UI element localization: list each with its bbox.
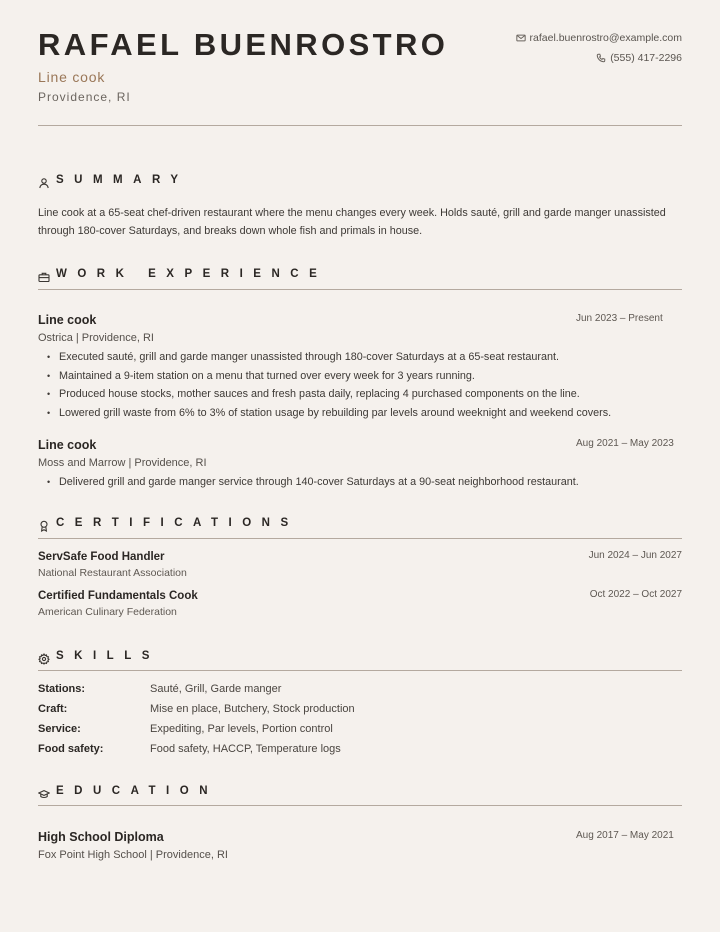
experience-divider: [38, 289, 682, 290]
degree-title: High School Diploma: [38, 830, 164, 844]
certifications-heading: [38, 514, 299, 532]
experience-title: WORK EXPERIENCE: [56, 268, 328, 280]
summary-text: Line cook at a 65-seat chef-driven restaurant where the menu changes every week. Holds sauté, grill and garde manger unassisted through 180-cover Saturdays, and breaks down whole fish and primals in house.: [38, 207, 666, 237]
skills-divider: [38, 670, 682, 671]
skill-value: Sauté, Grill, Garde manger: [150, 683, 282, 695]
contact-phone[interactable]: [596, 52, 682, 64]
summary-heading: [38, 171, 189, 189]
job-title: Line cook: [38, 438, 97, 452]
job-title: Line cook: [38, 313, 97, 327]
skill-label: Craft:: [38, 703, 68, 715]
job-bullet: • Produced house stocks, mother sauces and fresh pasta daily, replacing 4 purchased components on the line.: [47, 385, 611, 404]
job-bullet: • Executed sauté, grill and garde manger unassisted through 180-cover Saturdays at a 65-seat restaurant.: [47, 348, 611, 367]
job-employer: Moss and Marrow | Providence, RI: [38, 457, 207, 469]
education-title: EDUCATION: [56, 785, 219, 797]
summary-title: SUMMARY: [56, 174, 189, 186]
education-dates: Aug 2017 – May 2021: [576, 830, 674, 841]
skill-value: Food safety, HACCP, Temperature logs: [150, 743, 341, 755]
skills-title: SKILLS: [56, 650, 160, 662]
header-divider: [38, 125, 682, 126]
job-dates: Jun 2023 – Present: [576, 313, 663, 324]
certifications-title: CERTIFICATIONS: [56, 517, 299, 529]
education-heading: [38, 782, 218, 800]
person-icon: [38, 177, 50, 189]
job-bullets: [47, 473, 579, 492]
job-bullet: • Delivered grill and garde manger service through 140-cover Saturdays at a 90-seat neighborhood restaurant.: [47, 473, 579, 492]
cert-issuer: American Culinary Federation: [38, 606, 177, 618]
certifications-divider: [38, 538, 682, 539]
phone-icon: [596, 53, 606, 63]
candidate-location: Providence, RI: [38, 90, 131, 104]
skill-label: Stations:: [38, 683, 86, 695]
job-bullet: • Lowered grill waste from 6% to 3% of station usage by rebuilding par levels around weeknight and weekend covers.: [47, 404, 611, 423]
graduation-cap-icon: [38, 788, 50, 800]
cert-title: ServSafe Food Handler: [38, 551, 165, 563]
gear-icon: [38, 653, 50, 665]
candidate-role: Line cook: [38, 69, 106, 85]
skill-label: Food safety:: [38, 743, 104, 755]
cert-dates: Oct 2022 – Oct 2027: [589, 589, 682, 600]
school-name: Fox Point High School | Providence, RI: [38, 849, 228, 861]
skill-label: Service:: [38, 723, 81, 735]
job-bullet: • Maintained a 9-item station on a menu that turned over every week for 3 years running.: [47, 367, 611, 386]
skill-value: Expediting, Par levels, Portion control: [150, 723, 333, 735]
cert-title: Certified Fundamentals Cook: [38, 590, 198, 602]
candidate-name: RAFAEL BUENROSTRO: [38, 27, 449, 62]
job-dates: Aug 2021 – May 2023: [576, 438, 674, 449]
job-bullets: [47, 348, 611, 423]
mail-icon: [516, 33, 526, 43]
email-text[interactable]: rafael.buenrostro@example.com: [529, 32, 682, 44]
cert-dates: Jun 2024 – Jun 2027: [588, 550, 682, 561]
education-divider: [38, 805, 682, 806]
experience-heading: [38, 265, 327, 283]
contact-email[interactable]: [516, 32, 682, 44]
skills-heading: [38, 647, 160, 665]
briefcase-icon: [38, 271, 50, 283]
skill-value: Mise en place, Butchery, Stock production: [150, 703, 355, 715]
cert-issuer: National Restaurant Association: [38, 567, 187, 579]
job-employer: Ostrica | Providence, RI: [38, 332, 154, 344]
phone-text[interactable]: (555) 417-2296: [610, 52, 682, 64]
award-icon: [38, 520, 50, 532]
